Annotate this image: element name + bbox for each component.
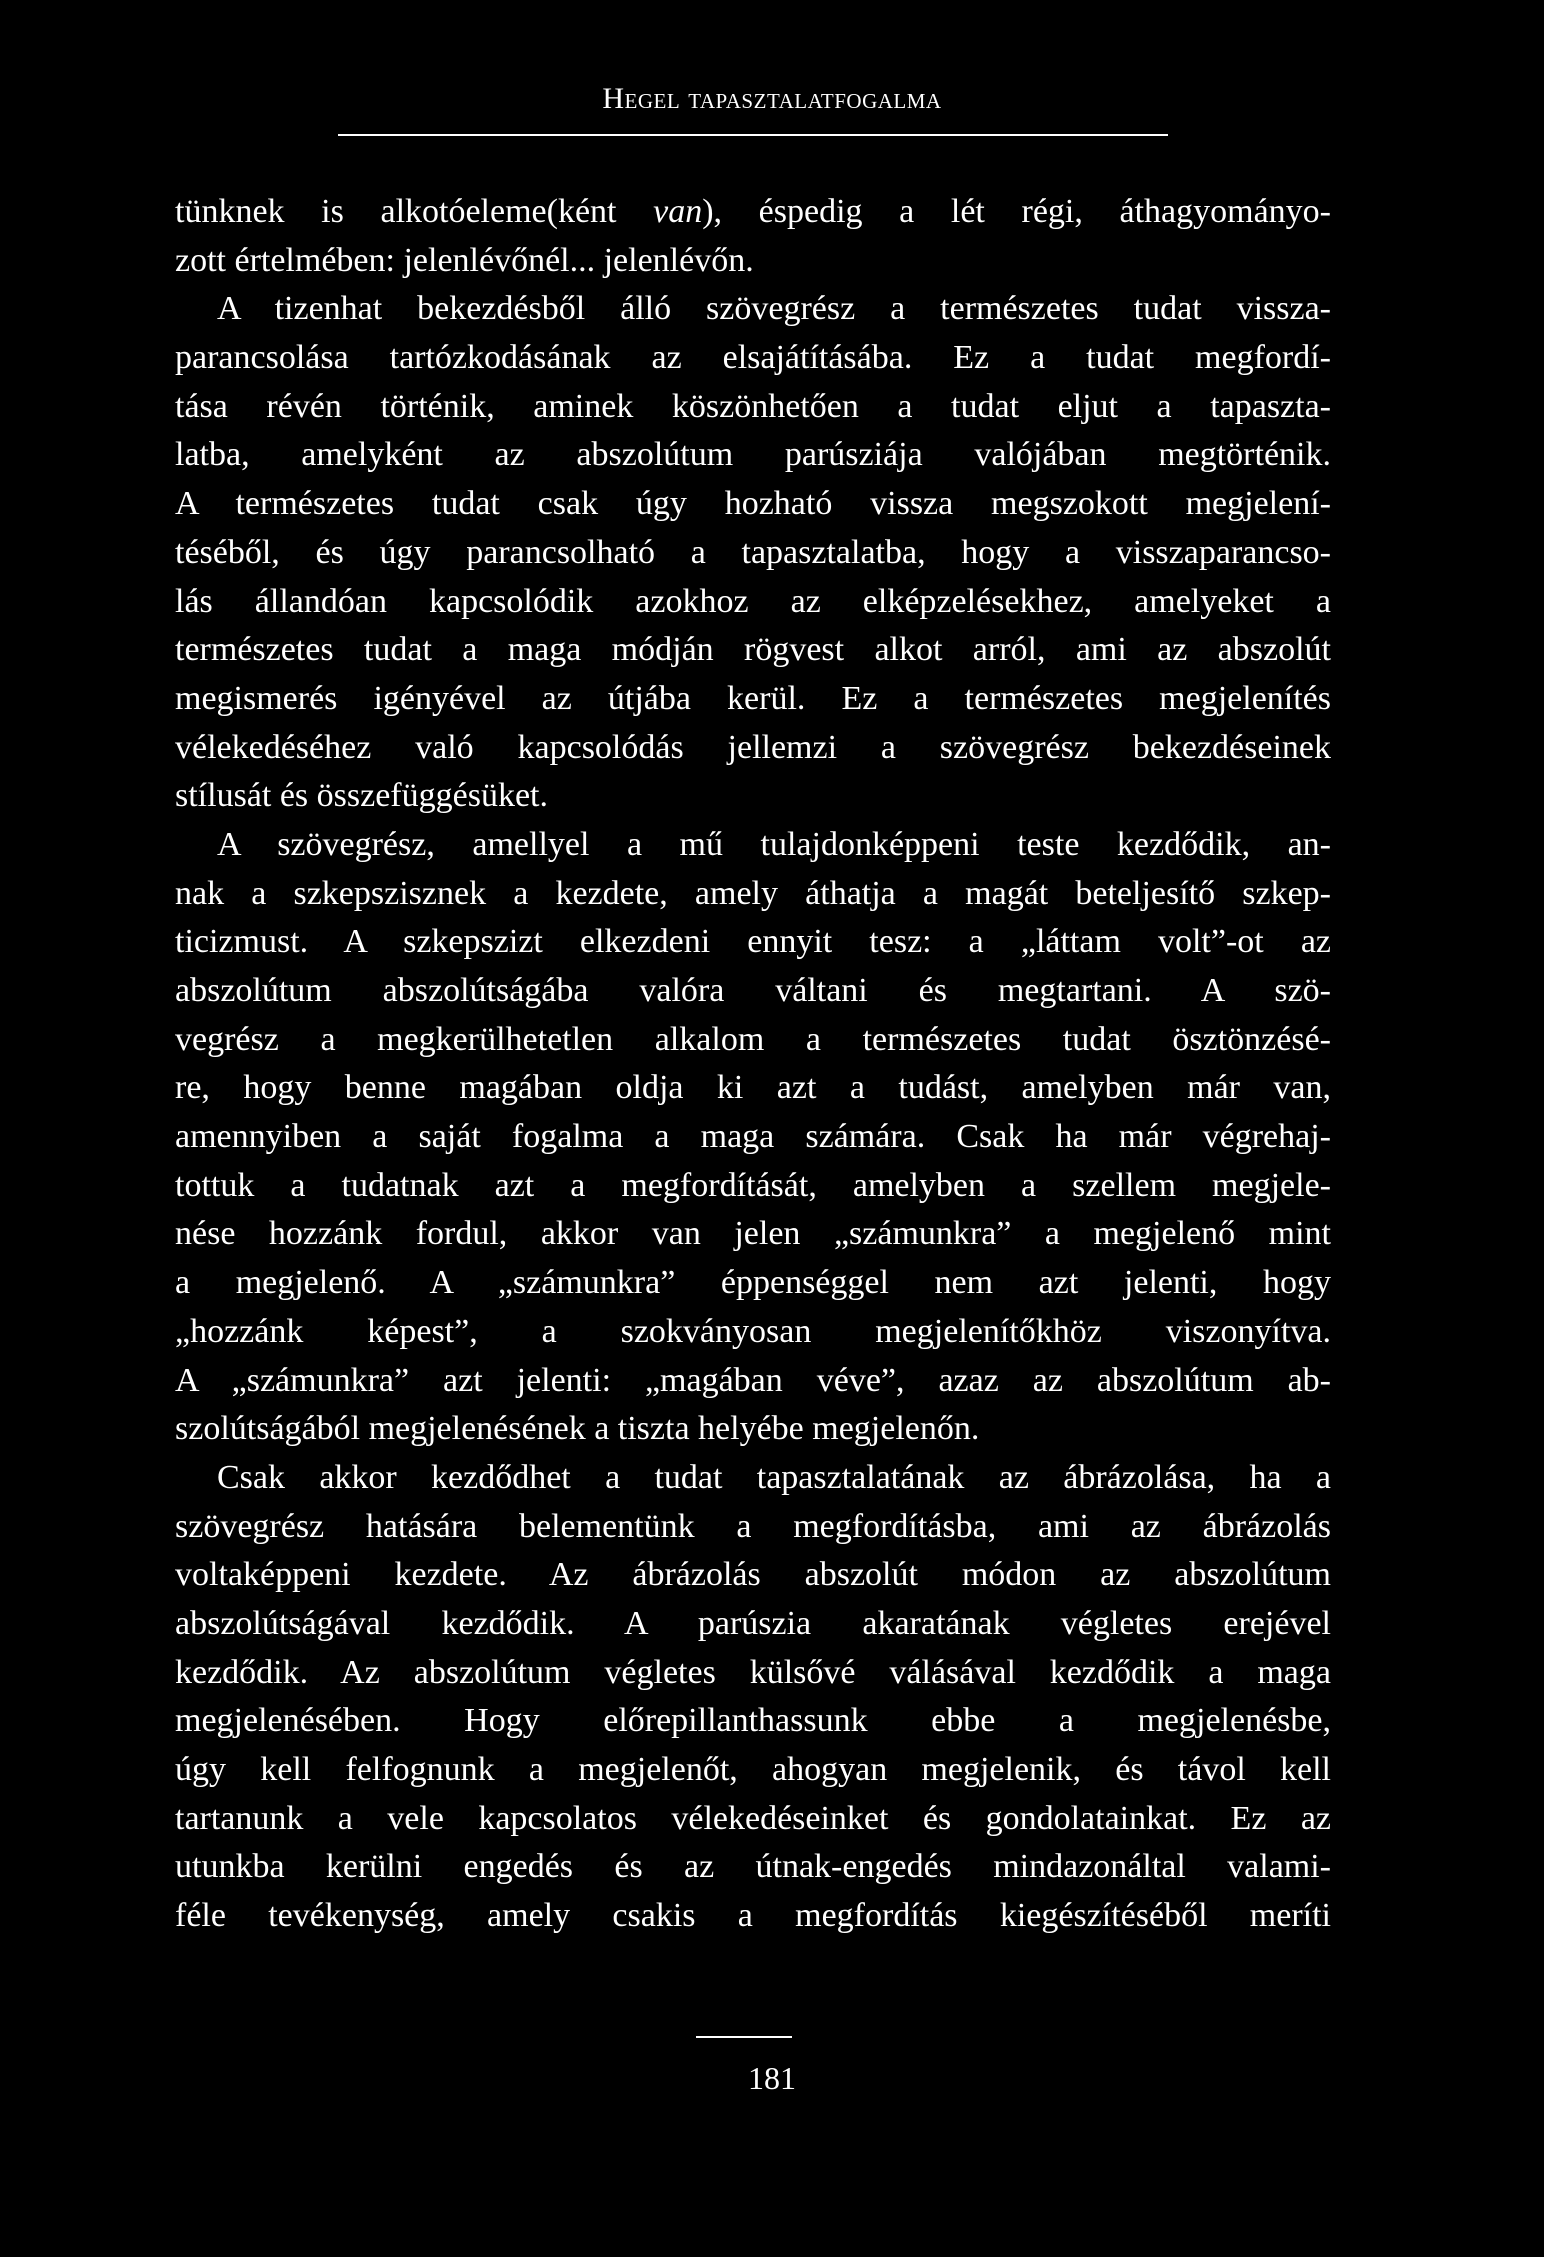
page-number: 181 <box>748 2060 796 2096</box>
text-line: megismerés igényével az útjába kerül. Ez a természetes megjelenítés <box>175 679 1331 717</box>
text-line: szövegrész hatására belementünk a megfordításba, ami az ábrázolás <box>175 1507 1331 1545</box>
text-line: A „számunkra” azt jelenti: „magában véve”, azaz az abszolútum ab- <box>175 1361 1331 1399</box>
text-line: téséből, és úgy parancsolható a tapasztalatba, hogy a visszaparancso- <box>175 533 1331 571</box>
body-text <box>175 188 1331 1941</box>
text-line: szolútságából megjelenésének a tiszta helyébe megjelenőn. <box>175 1410 980 1448</box>
text-run: ), éspedig a lét régi, áthagyományo- <box>702 193 1331 230</box>
text-line: tottuk a tudatnak azt a megfordítását, amelyben a szellem megjele- <box>175 1166 1331 1204</box>
text-line: „hozzánk képest”, a szokványosan megjelenítőkhöz viszonyítva. <box>175 1312 1331 1350</box>
text-line: abszolútum abszolútságába valóra váltani és megtartani. A szö- <box>175 972 1331 1009</box>
text-line: A természetes tudat csak úgy hozható vissza megszokott megjelení- <box>175 485 1331 523</box>
text-line: vélekedéséhez való kapcsolódás jellemzi a szövegrész bekezdéseinek <box>175 728 1331 766</box>
text-line: abszolútságával kezdődik. A parúszia akaratának végletes erejével <box>175 1604 1331 1642</box>
text-line: kezdődik. Az abszolútum végletes külsővé válásával kezdődik a maga <box>175 1653 1331 1691</box>
text-line: nak a szkepszisznek a kezdete, amely áthatja a magát beteljesítő szkep- <box>175 874 1331 912</box>
text-line: ticizmust. A szkepszizt elkezdeni ennyit tesz: a „láttam volt”-ot az <box>175 923 1331 961</box>
text-line: megjelenésében. Hogy előrepillanthassunk ebbe a megjelenésbe, <box>175 1702 1331 1740</box>
running-head: Hegel tapasztalatfogalma <box>602 82 942 115</box>
text-line: A szövegrész, amellyel a mű tulajdonképpeni teste kezdődik, an- <box>217 825 1331 863</box>
header-rule <box>338 134 1168 136</box>
text-line: nése hozzánk fordul, akkor van jelen „számunkra” a megjelenő mint <box>175 1215 1331 1253</box>
text-line: tartanunk a vele kapcsolatos vélekedéseinket és gondolatainkat. Ez az <box>175 1799 1331 1837</box>
text-run: tünknek is alkotóeleme(ként <box>175 193 654 230</box>
emphasis: van <box>653 193 703 230</box>
text-line: voltaképpeni kezdete. Az ábrázolás abszolút módon az abszolútum <box>175 1556 1331 1594</box>
text-line: parancsolása tartózkodásának az elsajátításába. Ez a tudat megfordí- <box>175 339 1331 377</box>
text-line <box>175 188 1331 237</box>
text-line: úgy kell felfognunk a megjelenőt, ahogyan megjelenik, és távol kell <box>175 1751 1331 1788</box>
text-line: zott értelmében: jelenlévőnél... jelenlévőn. <box>175 241 754 279</box>
text-line: utunkba kerülni engedés és az útnak-engedés mindazonáltal valami- <box>175 1848 1331 1886</box>
text-line: tása révén történik, aminek köszönhetően a tudat eljut a tapaszta- <box>175 387 1331 425</box>
text-line: re, hogy benne magában oldja ki azt a tudást, amelyben már van, <box>175 1069 1331 1107</box>
text-line: latba, amelyként az abszolútum parúsziája valójában megtörténik. <box>175 436 1331 474</box>
text-line: féle tevékenység, amely csakis a megfordítás kiegészítéséből meríti <box>175 1897 1331 1935</box>
text-line: Csak akkor kezdődhet a tudat tapasztalatának az ábrázolása, ha a <box>217 1458 1331 1496</box>
text-line: stílusát és összefüggésüket. <box>175 777 548 815</box>
text-line: vegrész a megkerülhetetlen alkalom a természetes tudat ösztönzésé- <box>175 1020 1331 1058</box>
text-line: természetes tudat a maga módján rögvest alkot arról, ami az abszolút <box>175 631 1331 669</box>
footer-rule <box>696 2036 792 2038</box>
text-line: amennyiben a saját fogalma a maga számára. Csak ha már végrehaj- <box>175 1118 1331 1156</box>
text-line: lás állandóan kapcsolódik azokhoz az elképzelésekhez, amelyeket a <box>175 582 1331 620</box>
text-line: a megjelenő. A „számunkra” éppenséggel nem azt jelenti, hogy <box>175 1264 1331 1302</box>
text-line: A tizenhat bekezdésből álló szövegrész a természetes tudat vissza- <box>217 290 1331 328</box>
